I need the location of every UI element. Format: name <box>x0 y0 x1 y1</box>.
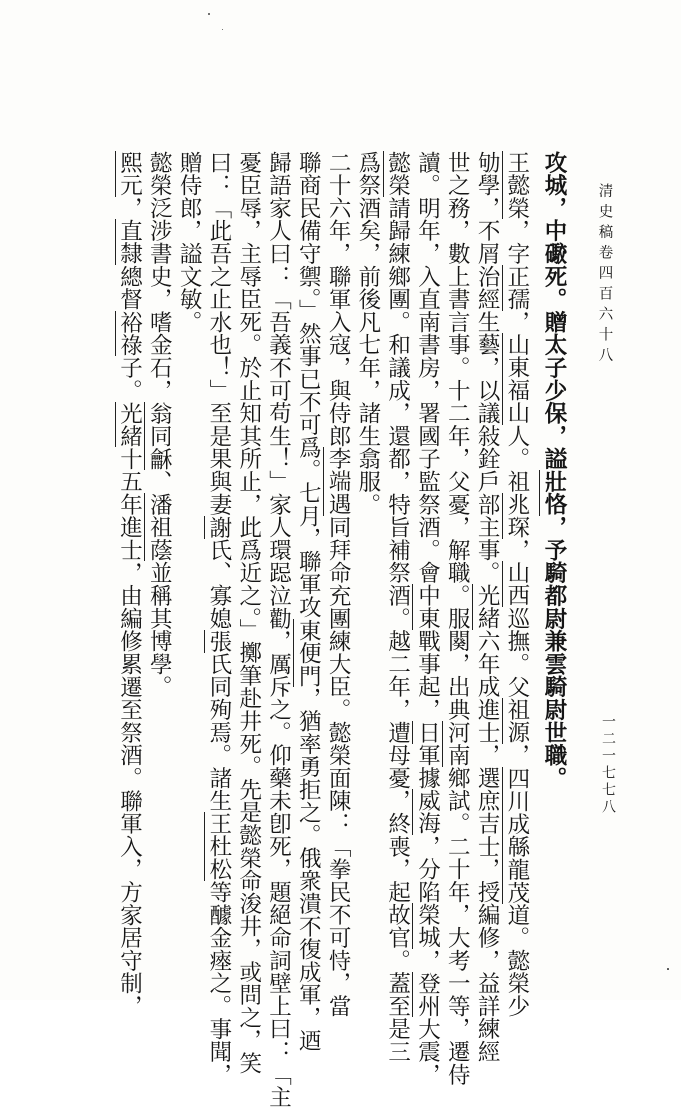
proper-name-marked: 李端遇 <box>325 447 352 516</box>
text-segment: 劬學，不屑治經生藝，以議敍銓戶部主事。 <box>474 151 501 585</box>
scan-speck <box>208 13 210 15</box>
text-segment: ，分陷 <box>414 835 441 904</box>
proper-name-marked: 光緒 <box>116 401 143 448</box>
text-segment: ，予騎都尉兼雲騎尉世職。 <box>540 515 567 790</box>
text-column <box>265 151 292 1109</box>
text-segment: 爲祭酒矣，前後凡七年，諸生翕服。 <box>354 151 381 516</box>
proper-name-marked: 翁同龢 <box>146 401 173 471</box>
text-column <box>148 151 171 941</box>
scan-speck <box>667 968 669 970</box>
body-text <box>116 151 567 1109</box>
running-header: 清史稿卷四百六十八 <box>596 183 613 368</box>
text-column <box>235 151 262 1075</box>
text-segment: 攻城，中礮死。贈太子少保，謚 <box>540 151 567 471</box>
text-segment: 並稱其博學。 <box>146 561 173 699</box>
text-segment: 世之務，數上書言事。十二年，父憂，解職。服闋，出典 <box>444 151 471 721</box>
proper-name-marked: 熙元 <box>116 151 143 197</box>
proper-name-marked: 王懿榮 <box>503 151 530 220</box>
text-segment: 請歸練鄉團。和議成，還都，特旨補祭酒。越二年，遭母憂，終喪，起故官。蓋至是三 <box>384 196 411 1064</box>
proper-name-marked: 正孺 <box>503 265 530 311</box>
text-column <box>384 151 411 1064</box>
text-segment: ，猶率勇拒之。俄衆潰不復成軍，迺 <box>295 686 322 1052</box>
proper-name-marked: 懿榮 <box>384 151 411 197</box>
text-segment: ， <box>116 196 143 220</box>
text-segment: 贈侍郎，謚文敏。 <box>176 151 203 334</box>
page-number: 一二一七七八 <box>600 714 616 816</box>
proper-name-marked: 祖源 <box>503 698 530 744</box>
text-segment: 憂臣辱，主辱臣死。於止知其所止，此爲近之。」擲筆赴井死。先是懿榮命浚井，或問之，笑 <box>235 151 262 1075</box>
text-column <box>414 151 441 1086</box>
text-segment: ，字 <box>503 219 530 266</box>
text-segment: ， <box>503 743 530 767</box>
text-segment: 十五年進士，由編修累遷至祭酒。聯軍入，方家居守制， <box>116 447 143 1018</box>
proper-name-marked: 日 <box>414 721 441 744</box>
text-segment: 大震， <box>414 1017 441 1086</box>
text-segment: 軍據 <box>414 743 441 790</box>
proper-name-marked: 榮城 <box>414 903 441 950</box>
text-column <box>178 151 201 941</box>
text-column <box>295 151 322 1052</box>
text-segment: 等醵金瘞之。事聞， <box>205 880 232 1086</box>
proper-name-marked: 潘祖蔭 <box>146 493 173 562</box>
proper-name-marked: 裕祿 <box>116 310 143 357</box>
text-segment: ， <box>503 310 530 334</box>
text-segment: 鄉試。二十年，大考一等，遷侍 <box>444 766 471 1086</box>
text-column <box>474 151 501 1064</box>
text-column <box>205 151 232 1086</box>
text-segment: 戰事起， <box>414 629 441 722</box>
text-segment: 氏同殉焉。諸生 <box>205 652 232 813</box>
proper-name-marked: 張 <box>205 629 232 653</box>
text-segment: 巡撫。父 <box>503 607 530 699</box>
text-column <box>325 151 352 1018</box>
text-segment: 、 <box>146 470 173 494</box>
text-column <box>116 151 143 1018</box>
text-segment: 同拜命充團練大臣。懿榮面陳：「拳民不可恃，當 <box>325 515 352 1018</box>
proper-name-marked: 四川成緜龍茂 <box>503 766 530 904</box>
proper-name-marked: 光緒 <box>474 584 501 630</box>
text-segment: 總督 <box>116 265 143 311</box>
text-segment: 曰：「此吾之止水也！」至是果與妻 <box>205 151 232 516</box>
text-segment: 二十六年，聯軍入寇，與侍郎 <box>325 151 352 448</box>
text-segment: 道。懿榮少 <box>503 903 530 1018</box>
text-segment: 六年成進士，選庶吉士，授編修，益詳練經 <box>474 629 501 1064</box>
text-segment: 人。祖 <box>503 424 530 494</box>
proper-name-marked: 謝 <box>205 515 232 539</box>
text-segment: 子。 <box>116 356 143 402</box>
proper-name-marked: 壯恪 <box>540 470 567 516</box>
text-segment: 讀。明年，入直南書房，署國子監祭酒。會 <box>414 151 441 585</box>
text-segment: 聯商民備守禦。」然事已不可爲。七月，聯軍攻 <box>295 151 322 619</box>
scan-speck <box>222 29 223 30</box>
proper-name-marked: 中東 <box>414 584 441 630</box>
proper-name-marked: 登州 <box>414 971 441 1018</box>
text-segment: ， <box>414 949 441 972</box>
text-segment: 氏、寡媳 <box>205 538 232 630</box>
text-column <box>503 151 530 1018</box>
text-segment: ， <box>503 538 530 562</box>
text-column <box>542 151 565 941</box>
proper-name-marked: 王杜松 <box>205 812 232 881</box>
text-segment: 歸語家人曰：「吾義不可苟生！」家人環跽泣勸，厲斥之。仰藥未卽死，題絕命詞壁上曰：「主 <box>265 151 292 1109</box>
text-column <box>444 151 471 1086</box>
proper-name-marked: 河南 <box>444 721 471 767</box>
proper-name-marked: 兆琛 <box>503 493 530 539</box>
proper-name-marked: 威海 <box>414 789 441 836</box>
text-column <box>356 151 379 941</box>
proper-name-marked: 山西 <box>503 561 530 608</box>
proper-name-marked: 東便門 <box>295 618 322 687</box>
text-segment: 懿榮泛涉書史，嗜金石， <box>146 151 173 402</box>
proper-name-marked: 山東福山 <box>503 333 530 425</box>
proper-name-marked: 直隸 <box>116 219 143 266</box>
